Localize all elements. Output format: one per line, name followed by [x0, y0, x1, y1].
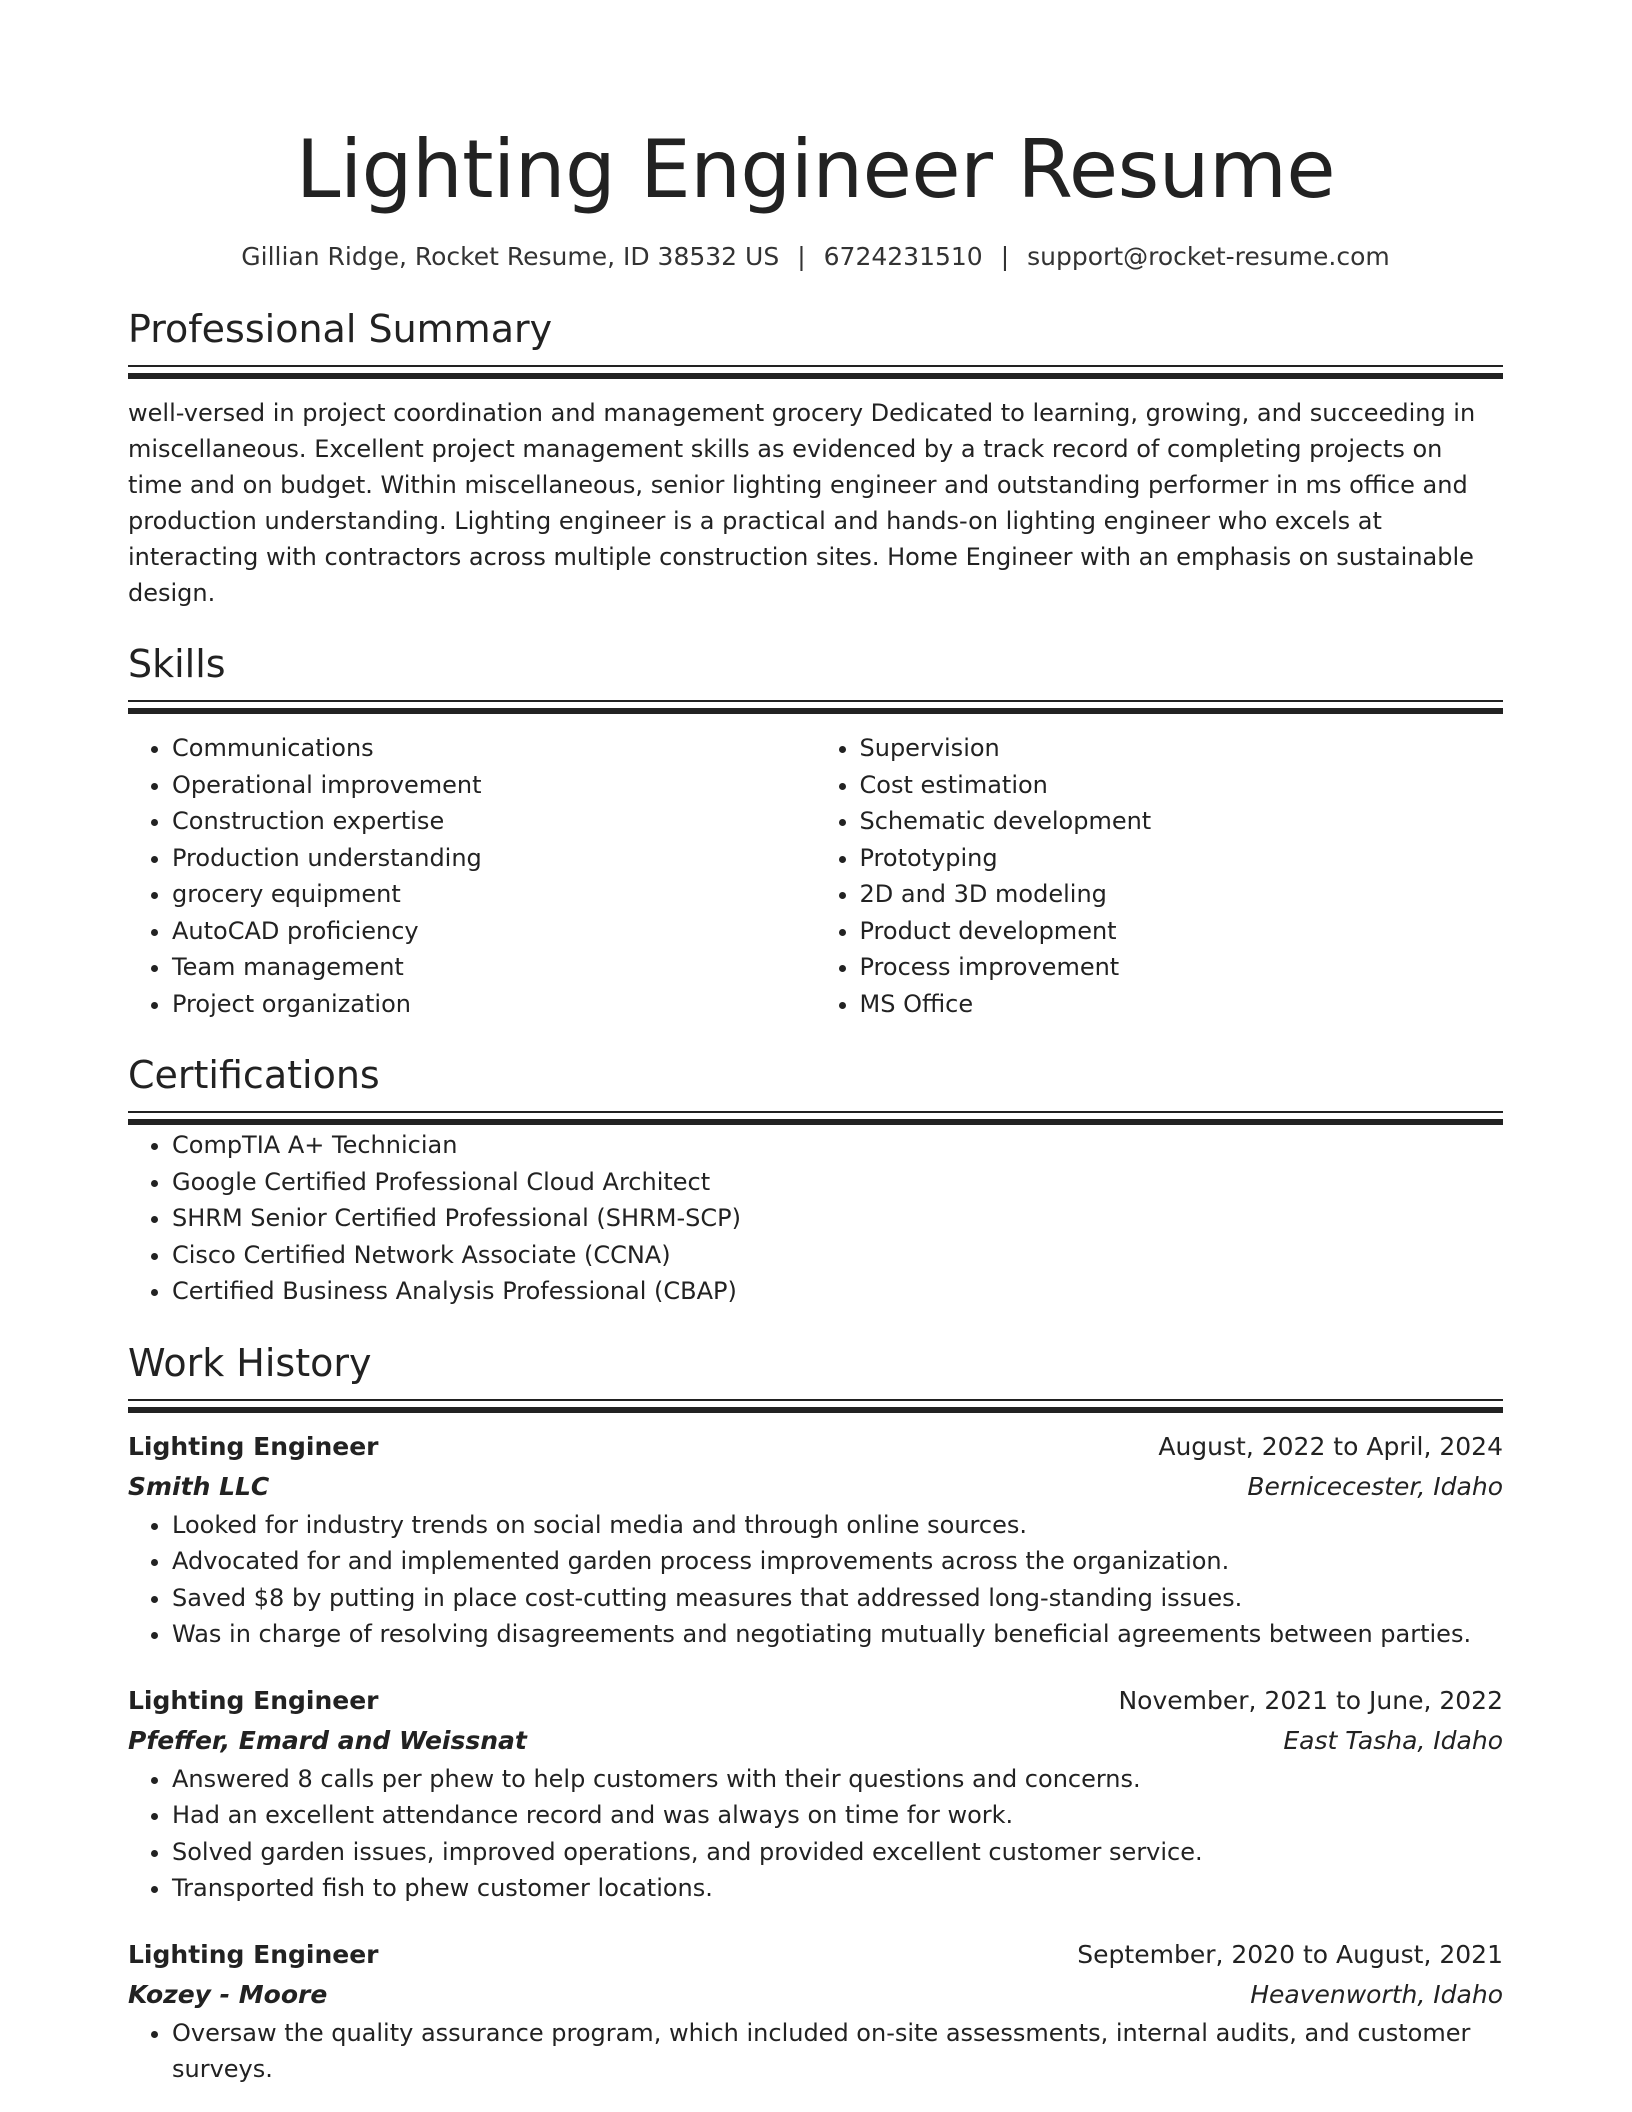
skill-item: • Cost estimation: [860, 767, 1504, 804]
job-location: Bernicecester, Idaho: [1247, 1471, 1503, 1501]
job-duty: • Transported fish to phew customer locations.: [172, 1870, 1503, 1907]
job-header: [128, 1681, 1503, 1721]
job-company: Smith LLC: [128, 1471, 270, 1501]
job-title: Lighting Engineer: [128, 1939, 379, 1969]
section-divider: [128, 1111, 1503, 1127]
job-company: Kozey - Moore: [128, 1979, 328, 2009]
skills-heading: Skills: [128, 642, 226, 686]
section-divider: [128, 700, 1503, 716]
skills-list-right: [816, 730, 1504, 1022]
job-duty: • Had an excellent attendance record and was always on time for work.: [172, 1797, 1503, 1834]
certifications-heading: Certifications: [128, 1053, 380, 1097]
summary-heading: Professional Summary: [128, 307, 553, 351]
skill-item: • Schematic development: [860, 803, 1504, 840]
skill-item: • MS Office: [860, 986, 1504, 1023]
job-subheader: [128, 1467, 1503, 1507]
skill-item: • Process improvement: [860, 949, 1504, 986]
job-duty: • Advocated for and implemented garden process improvements across the organization.: [172, 1543, 1503, 1580]
skills-list-left: [128, 730, 816, 1022]
job-duties-list: [128, 1507, 1503, 1653]
job-duties-list: [128, 2015, 1503, 2088]
contact-address: Gillian Ridge, Rocket Resume, ID 38532 US: [241, 242, 780, 271]
certifications-section: [128, 1053, 1503, 1310]
job-header: [128, 1935, 1503, 1975]
skill-item: • Production understanding: [172, 840, 816, 877]
job-dates: September, 2020 to August, 2021: [1077, 1939, 1503, 1969]
skill-item: • Team management: [172, 949, 816, 986]
job-entry: [128, 1681, 1503, 1907]
summary-text: well-versed in project coordination and management grocery Dedicated to learning, growing, and succeeding in miscellaneous. Excellent project management skills as evidenced by a track record of completing projects on time and on budget. Within miscellaneous, senior lighting engineer and outstanding performer in ms office and production understanding. Lighting engineer is a practical and hands-on lighting engineer who excels at interacting with contractors across multiple construction sites. Home Engineer with an emphasis on sustainable design.: [128, 399, 1476, 607]
summary-section: [128, 307, 1503, 611]
skill-item: • Operational improvement: [172, 767, 816, 804]
job-subheader: [128, 1721, 1503, 1761]
certification-item: • Certified Business Analysis Professional (CBAP): [172, 1273, 1503, 1310]
certifications-list: [128, 1127, 1503, 1310]
job-duty: • Saved $8 by putting in place cost-cutting measures that addressed long-standing issues.: [172, 1580, 1503, 1617]
resume-title: Lighting Engineer Resume: [295, 123, 1336, 216]
skills-column-right: [816, 730, 1504, 1022]
job-dates: November, 2021 to June, 2022: [1118, 1685, 1503, 1715]
skill-item: • Project organization: [172, 986, 816, 1023]
skill-item: • Product development: [860, 913, 1504, 950]
skills-section: [128, 642, 1503, 1022]
job-entry: [128, 1935, 1503, 2088]
resume-page: [128, 0, 1503, 2088]
job-subheader: [128, 1975, 1503, 2015]
skills-grid: [128, 730, 1503, 1022]
skill-item: • Construction expertise: [172, 803, 816, 840]
job-location: Heavenworth, Idaho: [1250, 1979, 1503, 2009]
skill-item: • grocery equipment: [172, 876, 816, 913]
section-divider: [128, 1399, 1503, 1415]
job-title: Lighting Engineer: [128, 1431, 379, 1461]
certification-item: • CompTIA A+ Technician: [172, 1127, 1503, 1164]
certification-item: • Cisco Certified Network Associate (CCNA): [172, 1237, 1503, 1274]
skill-item: • 2D and 3D modeling: [860, 876, 1504, 913]
job-duty: • Answered 8 calls per phew to help customers with their questions and concerns.: [172, 1761, 1503, 1798]
job-duty: • Looked for industry trends on social media and through online sources.: [172, 1507, 1503, 1544]
job-duty: • Solved garden issues, improved operations, and provided excellent customer service.: [172, 1834, 1503, 1871]
contact-line: [128, 240, 1503, 274]
contact-email[interactable]: support@rocket-resume.com: [1027, 242, 1390, 271]
job-entry: [128, 1427, 1503, 1653]
skill-item: • Prototyping: [860, 840, 1504, 877]
job-title: Lighting Engineer: [128, 1685, 379, 1715]
job-company: Pfeffer, Emard and Weissnat: [128, 1725, 527, 1755]
job-duties-list: [128, 1761, 1503, 1907]
job-duty: • Was in charge of resolving disagreements and negotiating mutually beneficial agreements between parties.: [172, 1616, 1503, 1653]
work-history-section: [128, 1341, 1503, 2088]
job-header: [128, 1427, 1503, 1467]
skill-item: • AutoCAD proficiency: [172, 913, 816, 950]
contact-separator: |: [1000, 242, 1010, 271]
certification-item: • SHRM Senior Certified Professional (SHRM-SCP): [172, 1200, 1503, 1237]
skill-item: • Communications: [172, 730, 816, 767]
job-dates: August, 2022 to April, 2024: [1158, 1431, 1503, 1461]
job-location: East Tasha, Idaho: [1283, 1725, 1503, 1755]
skills-column-left: [128, 730, 816, 1022]
job-duty: • Oversaw the quality assurance program, which included on-site assessments, internal audits, and customer surveys.: [172, 2015, 1503, 2088]
contact-separator: |: [797, 242, 806, 271]
skill-item: • Supervision: [860, 730, 1504, 767]
contact-phone: 6724231510: [823, 242, 983, 271]
certification-item: • Google Certified Professional Cloud Architect: [172, 1164, 1503, 1201]
work-history-heading: Work History: [128, 1340, 372, 1385]
section-divider: [128, 365, 1503, 381]
